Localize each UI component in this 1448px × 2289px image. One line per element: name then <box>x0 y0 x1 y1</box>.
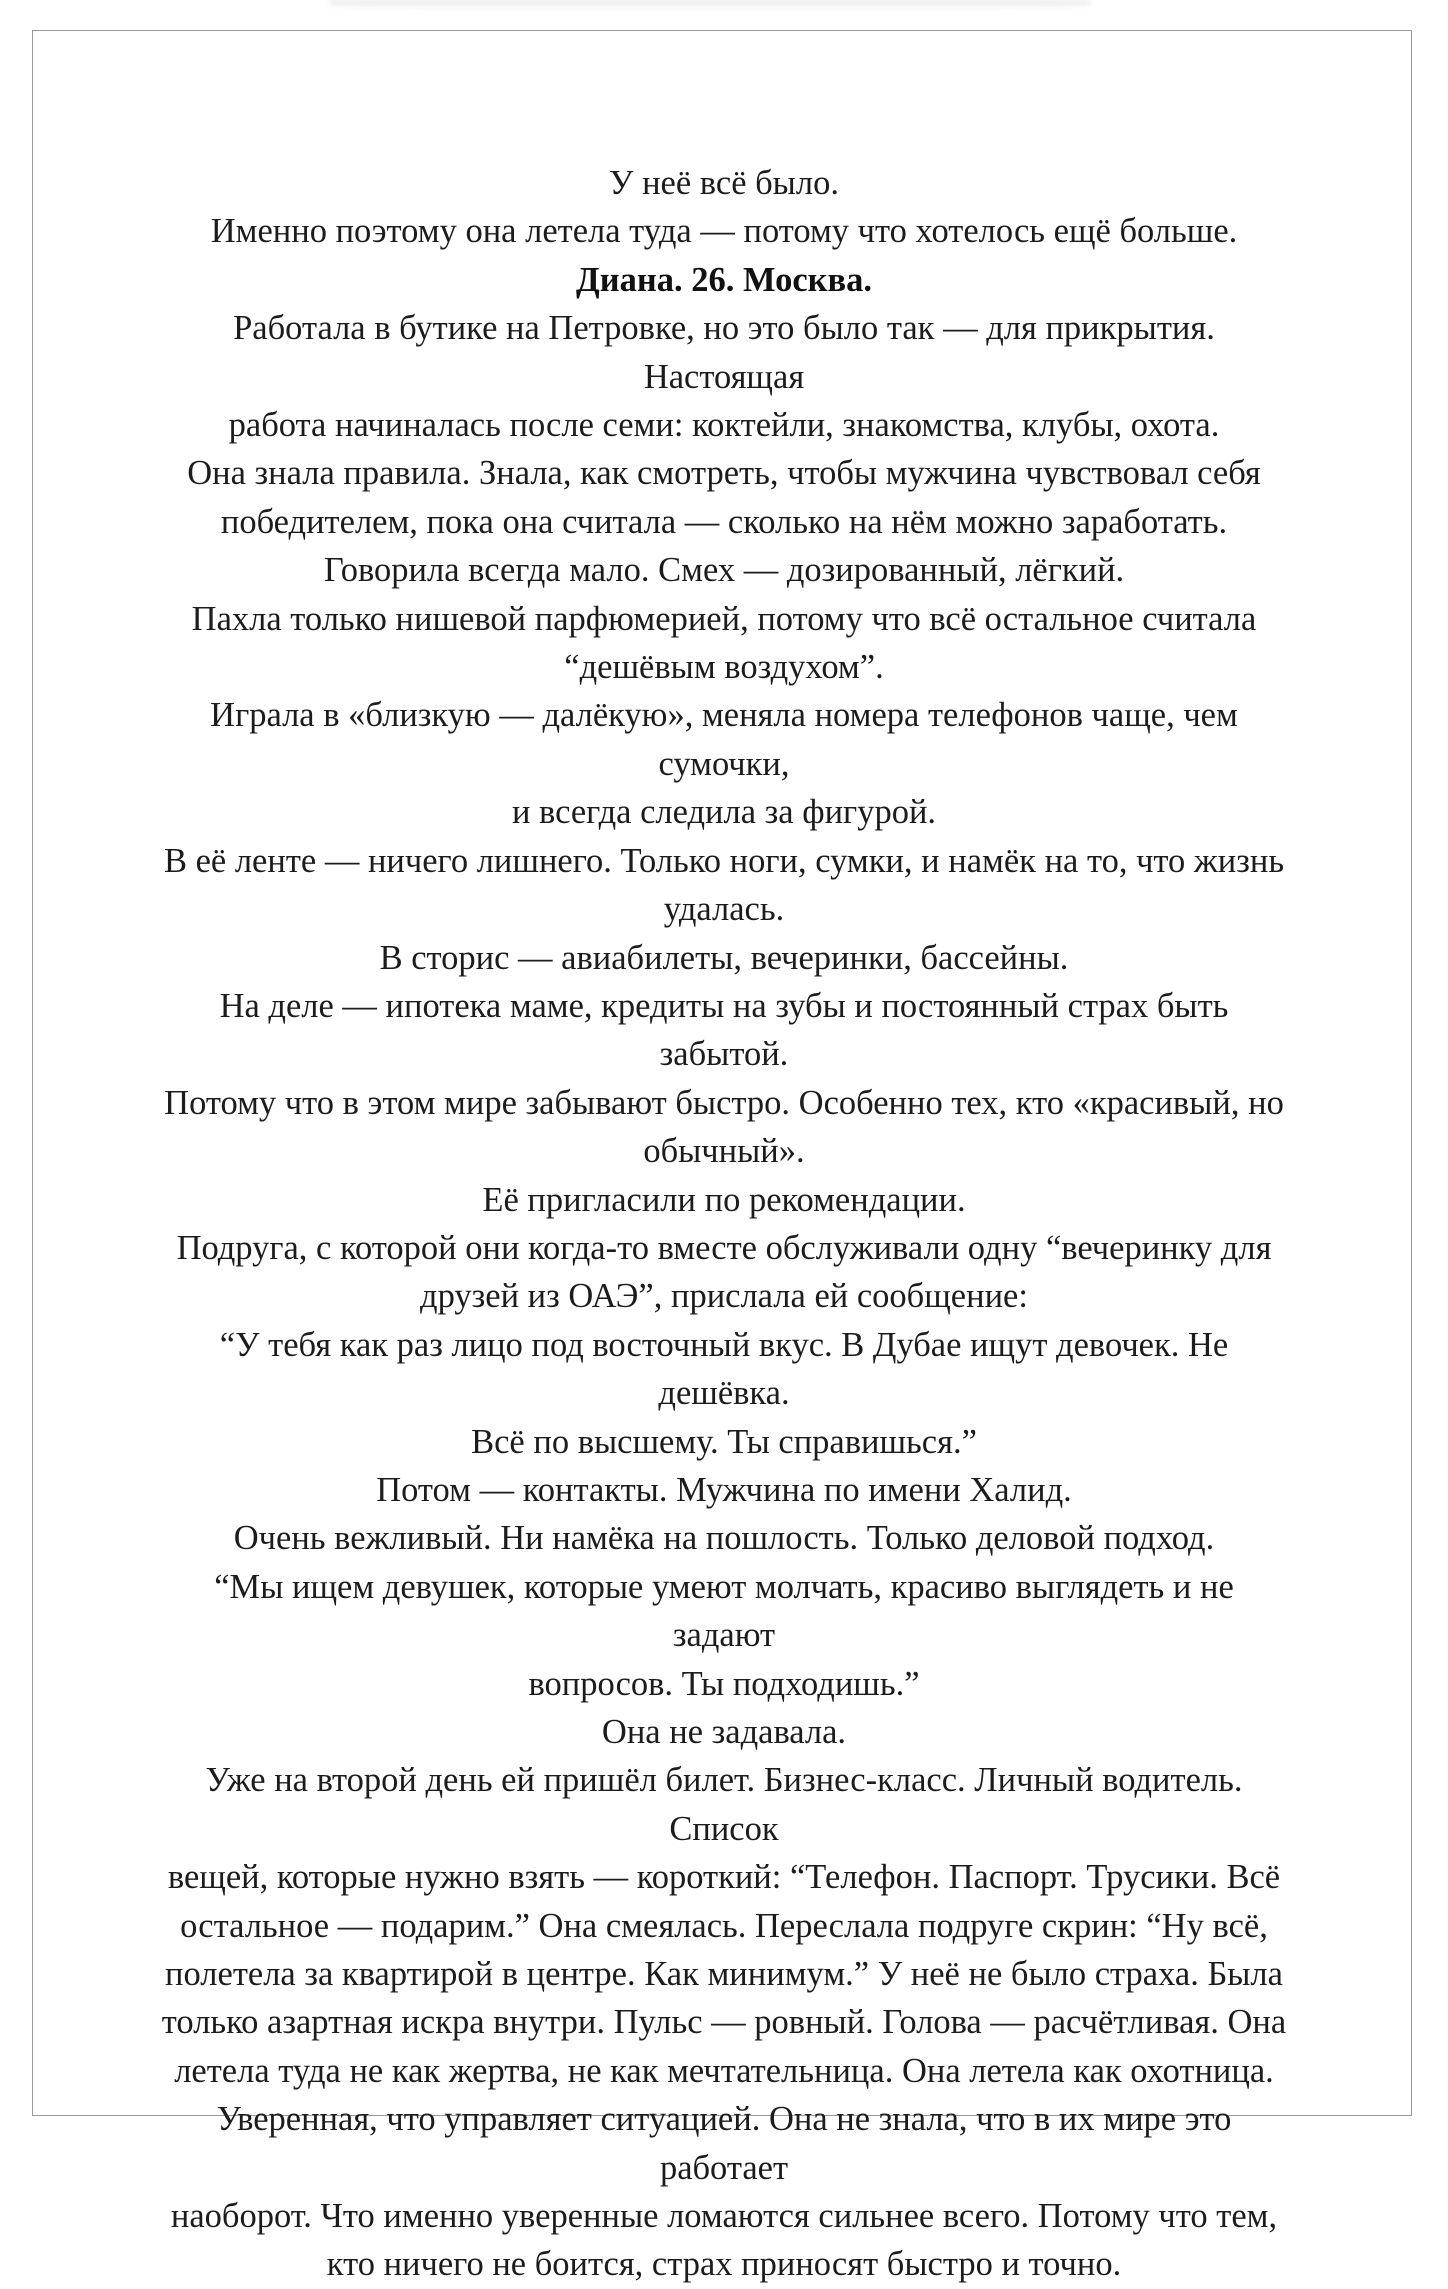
document-text-line: полетела за квартирой в центре. Как минимум.” У неё не было страха. Была <box>165 1955 1283 1994</box>
document-text-line: и всегда следила за фигурой. <box>511 793 937 832</box>
document-text-line: Говорила всегда мало. Смех — дозированный, лёгкий. <box>323 551 1125 590</box>
document-text-line: летела туда не как жертва, не как мечтательница. Она летела как охотница. <box>174 2051 1274 2090</box>
document-text-line: победителем, пока она считала — сколько на нём можно заработать. <box>220 502 1228 541</box>
document-text-line: Она знала правила. Знала, как смотреть, чтобы мужчина чувствовал себя <box>187 454 1261 493</box>
document-text-line: кто ничего не боится, страх приносят быстро и точно. <box>326 2245 1122 2284</box>
document-text-line: друзей из ОАЭ”, прислала ей сообщение: <box>420 1277 1028 1316</box>
document-text-line: удалась. <box>663 890 785 929</box>
document-text-line: Подруга, с которой они когда-то вместе обслуживали одну “вечеринку для <box>176 1228 1272 1267</box>
document-text-line: “Мы ищем девушек, которые умеют молчать, красиво выглядеть и не задают <box>214 1567 1234 1655</box>
document-text-line: Пахла только нишевой парфюмерией, потому что всё остальное считала <box>191 599 1257 638</box>
document-text-line: наоборот. Что именно уверенные ломаются сильнее всего. Потому что тем, <box>170 2197 1278 2236</box>
document-text-line: вещей, которые нужно взять — короткий: “Телефон. Паспорт. Трусики. Всё <box>167 1858 1281 1897</box>
document-text-line: Она не задавала. <box>601 1713 847 1751</box>
document-text-line: Работала в бутике на Петровке, но это было так — для прикрытия. Настоящая <box>233 309 1215 396</box>
document-text-line: Потому что в этом мире забывают быстро. Особенно тех, кто «красивый, но <box>164 1083 1284 1122</box>
document-text-line: Всё по высшему. Ты справишься.” <box>471 1422 977 1461</box>
document-text-line: В сторис — авиабилеты, вечеринки, бассейны. <box>379 938 1069 977</box>
document-heading-line: Диана. 26. Москва. <box>575 260 873 299</box>
document-text-line: работа начиналась после семи: коктейли, знакомства, клубы, охота. <box>228 406 1220 445</box>
document-body-text <box>160 159 1288 2289</box>
document-text-line: обычный». <box>643 1132 805 1171</box>
document-text-line: вопросов. Ты подходишь.” <box>528 1664 920 1703</box>
document-text-line: Уверенная, что управляет ситуацией. Она не знала, что в их мире это работает <box>216 2100 1232 2187</box>
document-text-line: У неё всё было. <box>609 164 839 202</box>
document-text-line: На деле — ипотека маме, кредиты на зубы и постоянный страх быть забытой. <box>219 986 1229 1074</box>
page-top-shadow <box>330 0 1090 10</box>
document-text-line: Уже на второй день ей пришёл билет. Бизнес-класс. Личный водитель. Список <box>205 1761 1243 1848</box>
document-text-line: Потом — контакты. Мужчина по имени Халид. <box>376 1470 1072 1509</box>
document-text-line: Очень вежливый. Ни намёка на пошлость. Только деловой подход. <box>233 1519 1215 1558</box>
document-text-line: только азартная искра внутри. Пульс — ровный. Голова — расчётливая. Она <box>161 2003 1287 2042</box>
document-text-line: Именно поэтому она летела туда — потому что хотелось ещё больше. <box>210 212 1238 251</box>
document-text-line: “дешёвым воздухом”. <box>564 648 884 687</box>
document-text-line: Её пригласили по рекомендации. <box>482 1180 966 1219</box>
document-text-line: В её ленте — ничего лишнего. Только ноги, сумки, и намёк на то, что жизнь <box>163 841 1285 880</box>
document-text-line: остальное — подарим.” Она смеялась. Переслала подруге скрин: “Ну всё, <box>180 1906 1268 1945</box>
document-text-line: Играла в «близкую — далёкую», меняла номера телефонов чаще, чем сумочки, <box>210 696 1238 783</box>
document-text-line: “У тебя как раз лицо под восточный вкус. В Дубае ищут девочек. Не дешёвка. <box>219 1325 1229 1413</box>
